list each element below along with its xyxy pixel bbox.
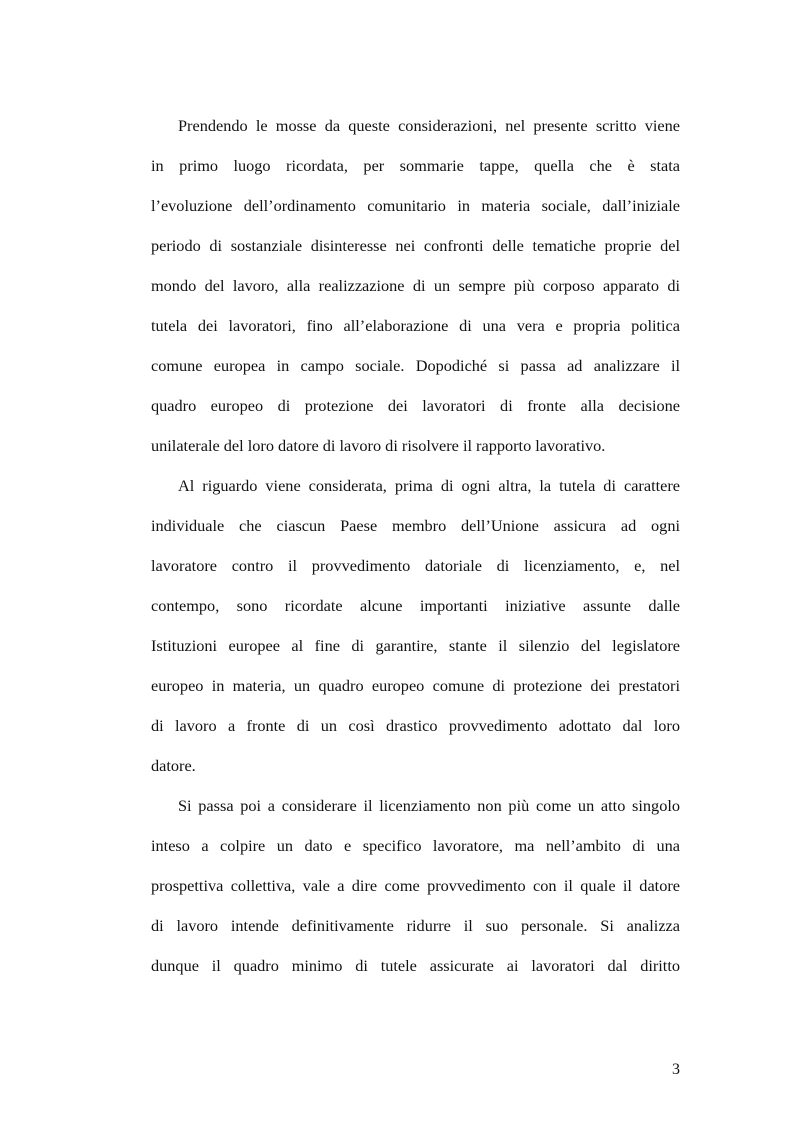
paragraph-3-line-4: di lavoro intende definitivamente ridurre il suo personale. Si analizza xyxy=(151,916,680,935)
paragraph-2-line-2: individuale che ciascun Paese membro dell’Unione assicura ad ogni xyxy=(151,516,680,535)
paragraph-1-line-3: l’evoluzione dell’ordinamento comunitario in materia sociale, dall’iniziale xyxy=(151,196,680,215)
paragraph-2-line-8: datore. xyxy=(151,756,196,775)
page-number: 3 xyxy=(672,1061,680,1078)
paragraph-1-line-7: comune europea in campo sociale. Dopodiché si passa ad analizzare il xyxy=(151,356,680,375)
paragraph-2-line-6: europeo in materia, un quadro europeo comune di protezione dei prestatori xyxy=(151,676,680,695)
paragraph-1-line-6: tutela dei lavoratori, fino all’elaborazione di una vera e propria politica xyxy=(151,316,680,335)
paragraph-1-line-2: in primo luogo ricordata, per sommarie tappe, quella che è stata xyxy=(151,156,680,175)
paragraph-2-line-7: di lavoro a fronte di un così drastico provvedimento adottato dal loro xyxy=(151,716,680,735)
paragraph-2-line-3: lavoratore contro il provvedimento datoriale di licenziamento, e, nel xyxy=(151,556,680,575)
paragraph-2-line-4: contempo, sono ricordate alcune importanti iniziative assunte dalle xyxy=(151,596,680,615)
paragraph-2-line-1: Al riguardo viene considerata, prima di ogni altra, la tutela di carattere xyxy=(178,476,680,495)
paragraph-2-line-5: Istituzioni europee al fine di garantire, stante il silenzio del legislatore xyxy=(151,636,680,655)
paragraph-1-line-9: unilaterale del loro datore di lavoro di risolvere il rapporto lavorativo. xyxy=(151,436,606,455)
paragraph-1-line-4: periodo di sostanziale disinteresse nei confronti delle tematiche proprie del xyxy=(151,236,680,255)
paragraph-3-line-5: dunque il quadro minimo di tutele assicurate ai lavoratori dal diritto xyxy=(151,956,680,975)
paragraph-1-line-1: Prendendo le mosse da queste considerazioni, nel presente scritto viene xyxy=(178,116,680,135)
paragraph-3-line-2: inteso a colpire un dato e specifico lavoratore, ma nell’ambito di una xyxy=(151,836,680,855)
paragraph-3-line-1: Si passa poi a considerare il licenziamento non più come un atto singolo xyxy=(178,796,680,815)
paragraph-1-line-8: quadro europeo di protezione dei lavoratori di fronte alla decisione xyxy=(151,396,680,415)
paragraph-1-line-5: mondo del lavoro, alla realizzazione di un sempre più corposo apparato di xyxy=(151,276,680,295)
paragraph-3-line-3: prospettiva collettiva, vale a dire come provvedimento con il quale il datore xyxy=(151,876,680,895)
